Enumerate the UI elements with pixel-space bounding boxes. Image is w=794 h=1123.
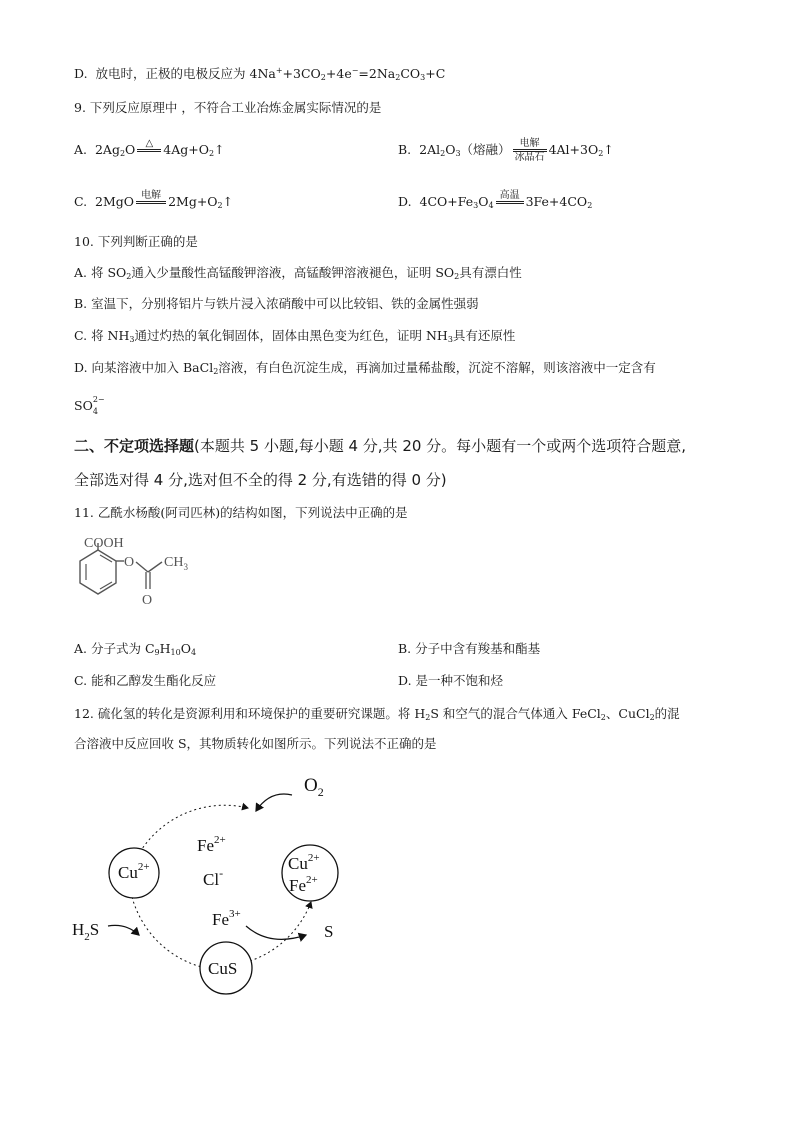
reaction-condition: △ bbox=[137, 138, 161, 163]
o2-arrow bbox=[256, 794, 292, 811]
q10-stem: 10. 下列判断正确的是 bbox=[74, 234, 198, 249]
q11-option-c: C. 能和乙醇发生酯化反应 bbox=[74, 673, 217, 688]
q8-option-d: D. 放电时，正极的电极反应为 $4Na^++3CO_2+4e^-=2Na_2CO_3+C$ bbox=[74, 66, 446, 82]
section-2-description: 全部选对得 4 分,选对但不全的得 2 分,有选错的得 0 分) bbox=[74, 471, 447, 489]
benzene-ring bbox=[100, 582, 112, 589]
fe3-label: $Fe^{3+}$ bbox=[212, 908, 241, 929]
q9-option-c: C. 2MgO 电解 $2Mg+O_2↑$ bbox=[74, 190, 233, 215]
cooh-label: COOH bbox=[84, 536, 124, 551]
q10-option-c: C. 将 $NH_3$通过灼热的氧化铜固体，固体由黑色变为红色，证明 $NH_3$具有还原性 bbox=[74, 328, 516, 344]
sulfur-conversion-diagram bbox=[60, 765, 380, 1005]
fe2-right-label: $Fe^{2+}$ bbox=[289, 874, 318, 895]
benzene-ring bbox=[100, 555, 112, 562]
q10-option-b: B. 室温下，分别将铝片与铁片浸入浓硝酸中可以比较铝、铁的金属性强弱 bbox=[74, 296, 479, 311]
q9-option-a: A. $2Ag_2O$ △ $4Ag+O_2↑$ bbox=[74, 138, 225, 163]
q10-option-a: A. 将 $SO_2$通入少量酸性高锰酸钾溶液，高锰酸钾溶液褪色，证明 $SO_2$具有漂白性 bbox=[74, 265, 522, 281]
methyl-label: $CH_3$ bbox=[164, 555, 188, 572]
q11-option-a: A. 分子式为 $C_9H_{10}O_4$ bbox=[74, 641, 197, 657]
cycle-arrow-left bbox=[132, 897, 210, 969]
h2s-arrow bbox=[108, 925, 139, 935]
cl-label: Cl- bbox=[203, 866, 224, 889]
q9-option-b: B. $2Al_2O_3$（熔融） 电解 冰晶石 $4Al+3O_2↑$ bbox=[398, 138, 614, 163]
cus-label: CuS bbox=[208, 959, 238, 978]
aspirin-structure bbox=[66, 532, 226, 632]
q9-stem: 9. 下列反应原理中 ，不符合工业冶炼金属实际情况的是 bbox=[74, 100, 382, 115]
reaction-condition: 电解 bbox=[136, 190, 166, 215]
q11-option-d: D. 是一种不饱和烃 bbox=[398, 673, 504, 688]
cu2-right-label: $Cu^{2+}$ bbox=[288, 852, 320, 873]
fe2-center-label: $Fe^{2+}$ bbox=[197, 834, 226, 855]
carbonyl-o-label: O bbox=[142, 593, 153, 608]
reaction-condition: 电解 冰晶石 bbox=[514, 138, 545, 163]
reaction-condition: 高温 bbox=[496, 190, 524, 215]
q11-option-b: B. 分子中含有羧基和酯基 bbox=[398, 641, 541, 656]
ester-bond bbox=[136, 562, 148, 572]
s-arrow bbox=[246, 926, 306, 939]
cu2-left-label: $Cu^{2+}$ bbox=[118, 861, 150, 882]
q9-option-d: D. $4CO+Fe_3O_4$ 高温 $3Fe+4CO_2$ bbox=[398, 190, 592, 215]
sulfate-ion: SO 2− 4 bbox=[74, 394, 105, 416]
o2-label: $O_2$ bbox=[304, 775, 324, 799]
ester-bond bbox=[148, 562, 162, 572]
s-label: S bbox=[324, 922, 334, 941]
q12-stem-line-2: 合溶液中反应回收 S，其物质转化如图所示。下列说法不正确的是 bbox=[74, 736, 437, 751]
cycle-arrow-top bbox=[140, 805, 248, 852]
section-2-heading: 二、不定项选择题(本题共 5 小题,每小题 4 分,共 20 分。每小题有一个或两个选项符合题意, bbox=[74, 437, 686, 455]
q12-stem-line-1: 12. 硫化氢的转化是资源利用和环境保护的重要研究课题。将 $H_2S$ 和空气的混合气体通入 FeCl$_2$、CuCl$_2$的混 bbox=[74, 706, 680, 722]
q11-stem: 11. 乙酰水杨酸(阿司匹林)的结构如图，下列说法中正确的是 bbox=[74, 505, 408, 520]
q10-option-d: D. 向某溶液中加入 BaCl$_2$溶液，有白色沉淀生成，再滴加过量稀盐酸，沉淀不溶解，则该溶液中一定含有 bbox=[74, 360, 656, 376]
cycle-arrow-right bbox=[250, 902, 311, 961]
ether-o-label: O bbox=[124, 555, 135, 570]
h2s-label: $H_2S$ bbox=[72, 920, 100, 943]
